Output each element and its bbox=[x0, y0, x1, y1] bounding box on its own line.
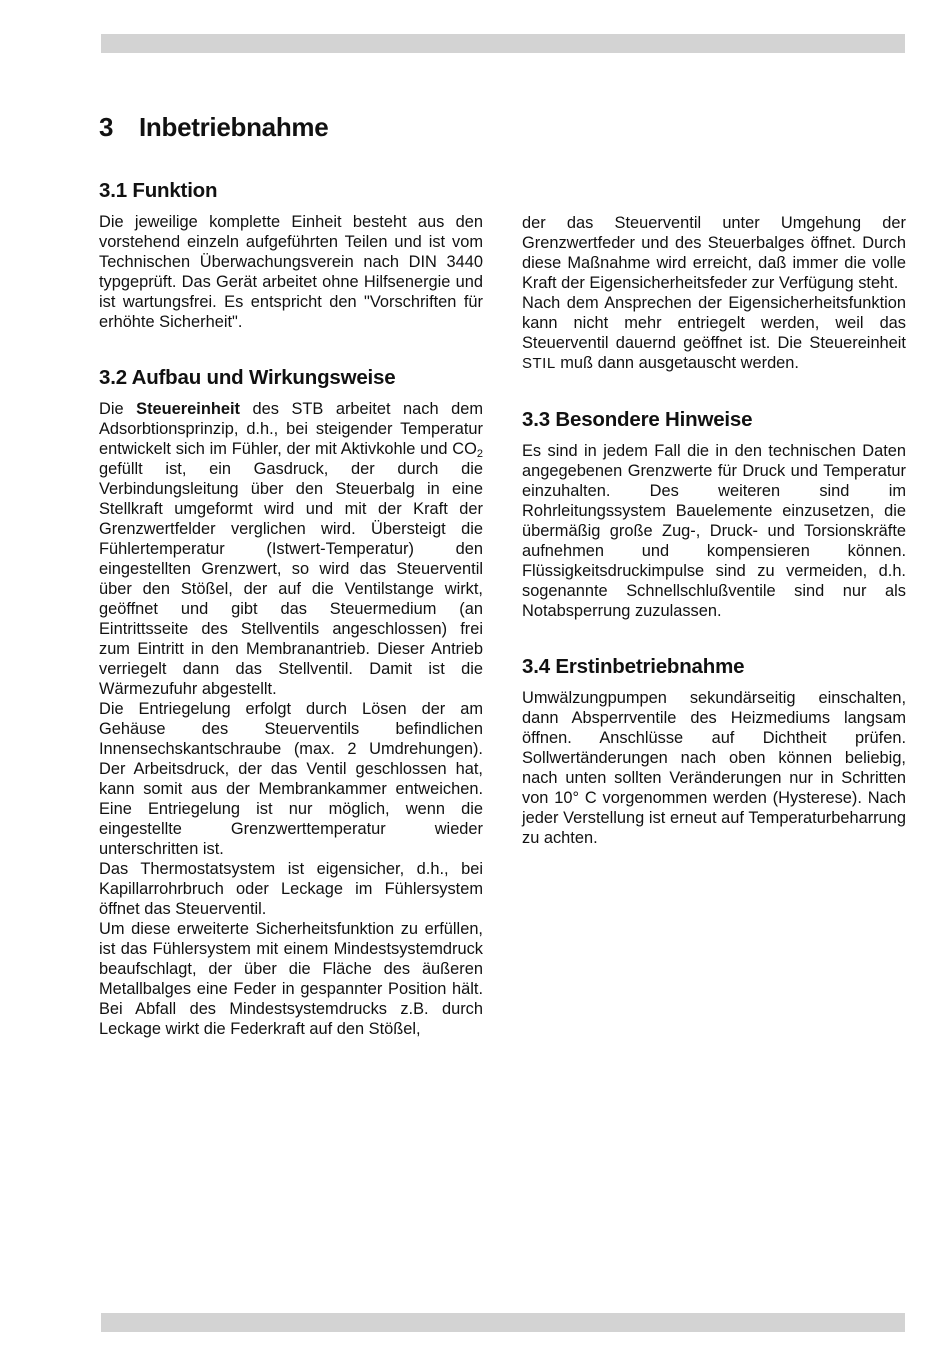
paragraph-3-2-5: der das Steuerventil unter Umgehung der Grenzwertfeder und des Steuerbalges öffnet. Durch diese Maßnahme wird erreicht, daß immer die volle Kraft der Eigensicherheitsfeder zur Verfügung steht. bbox=[522, 214, 906, 292]
paragraph-3-1-1: Die jeweilige komplette Einheit besteht aus den vorstehend einzeln aufgeführten Teilen und ist vom Technischen Überwachungsverein nach DIN 3440 typgeprüft. Das Gerät arbeitet ohne Hilfsenergie und ist wartungsfrei. Es entspricht den "Vorschriften für erhöhte Sicherheit". bbox=[99, 213, 483, 331]
p6-text-a: Nach dem Ansprechen der Eigensicherheitsfunktion kann nicht mehr entriegelt werden, weil das Steuerventil dauernd geöffnet ist. Die Steuereinheit bbox=[522, 294, 906, 352]
chapter-title bbox=[99, 110, 328, 144]
p1-text-a: des STB arbeitet nach dem Adsorbtionsprinzip, d.h., bei steigender Temperatur entwickelt sich im Fühler, der mit Aktivkohle und CO bbox=[99, 400, 483, 458]
co2-subscript: 2 bbox=[476, 448, 483, 460]
stil-code: STIL bbox=[522, 355, 556, 372]
footer-band bbox=[101, 1313, 905, 1332]
chapter-title-text: Inbetriebnahme bbox=[139, 112, 329, 142]
p1-text-b: gefüllt ist, ein Gasdruck, der durch die Verbindungsleitung über den Steuerbalg in eine Stellkraft umgeformt wird und mit der Kraft der Grenzwertfelder verglichen wird. Übersteigt die Fühlertemperatur (Istwert-Temperatur) den eingestellten Grenzwert, so wird das Steuerventil über den Stößel, der auf die Ventilstange wirkt, geöffnet und gibt das Steuermedium (an Eintrittsseite des Stellventils angeschlossen) frei zum Eintritt in den Membranantrieb. Dieser Antrieb verriegelt dann das Stellventil. Damit ist die Wärmezufuhr abgestellt. bbox=[99, 460, 483, 698]
right-column bbox=[522, 213, 906, 848]
p1-lead: Die bbox=[99, 400, 124, 418]
paragraph-3-2-2: Die Entriegelung erfolgt durch Lösen der am Gehäuse des Steuerventils befindlichen Innensechskantschraube (max. 2 Umdrehungen). Der Arbeitsdruck, der das Ventil geschlossen hat, kann somit aus der Membrankammer entweichen. Eine Entriegelung ist nur möglich, wenn die eingestellte Grenzwerttemperatur wieder unterschritten ist. bbox=[99, 700, 483, 858]
paragraph-3-3-1: Es sind in jedem Fall die in den technischen Daten angegebenen Grenzwerte für Druck und Temperatur einzuhalten. Des weiteren sind im Rohrleitungssystem Bauelemente einzusetzen, die übermäßig große Zug-, Druck- und Torsionskräfte aufnehmen und kompensieren können. Flüssigkeitsdruckimpulse sind zu vermeiden, d.h. sogenannte Schnellschlußventile sind nur als Notabsperrung zuzulassen. bbox=[522, 442, 906, 620]
section-heading-3-1: 3.1 Funktion bbox=[99, 179, 218, 202]
paragraph-3-2-1 bbox=[99, 399, 483, 699]
paragraph-3-2-4: Um diese erweiterte Sicherheitsfunktion zu erfüllen, ist das Fühlersystem mit einem Mindestsystemdruck beaufschlagt, der über die Fläche des äußeren Metallbalges eine Feder in gespannter Position hält. Bei Abfall des Mindestsystemdrucks z.B. durch Leckage wirkt die Federkraft auf den Stößel, bbox=[99, 920, 483, 1038]
header-band bbox=[101, 34, 905, 53]
steuereinheit-term: Steuereinheit bbox=[136, 400, 240, 418]
paragraph-3-4-1: Umwälzungpumpen sekundärseitig einschalten, dann Absperrventile des Heizmediums langsam öffnen. Anschlüsse auf Dichtheit prüfen. Sollwertänderungen nach oben können beliebig, nach unten sollten Veränderungen nur in Schritten von 10° C vorgenommen werden (Hysterese). Nach jeder Verstellung ist erneut auf Temperaturbeharrung zu achten. bbox=[522, 689, 906, 847]
left-column bbox=[99, 174, 483, 1039]
section-heading-3-2: 3.2 Aufbau und Wirkungsweise bbox=[99, 366, 396, 389]
chapter-number: 3 bbox=[99, 112, 114, 142]
p6-text-b: muß dann ausgetauscht werden. bbox=[560, 354, 799, 372]
paragraph-3-2-3: Das Thermostatsystem ist eigensicher, d.h., bei Kapillarrohrbruch oder Leckage im Fühlersystem öffnet das Steuerventil. bbox=[99, 860, 483, 918]
section-heading-3-3: 3.3 Besondere Hinweise bbox=[522, 408, 753, 431]
section-heading-3-4: 3.4 Erstinbetriebnahme bbox=[522, 655, 745, 678]
paragraph-3-2-6 bbox=[522, 293, 906, 374]
